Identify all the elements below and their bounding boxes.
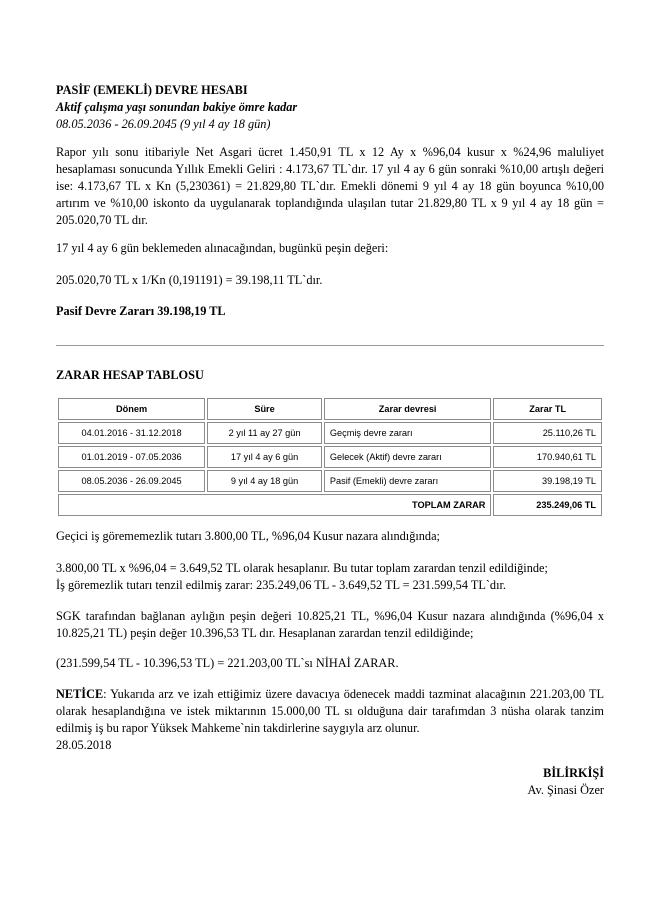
- present-value-intro: 17 yıl 4 ay 6 gün beklemeden alınacağından, bugünkü peşin değeri:: [56, 241, 389, 255]
- header-duration: Süre: [207, 398, 322, 420]
- deduction-paragraph: [56, 560, 604, 594]
- cell-amount: 39.198,19 TL: [493, 470, 602, 492]
- signature-block: [528, 765, 605, 799]
- sgk-paragraph: SGK tarafından bağlanan aylığın peşin değeri 10.825,21 TL, %96,04 Kusur nazara alındığında (%96,04 x 10.825,21 TL) peşin değer 10.396,53 TL dır. Hesaplanan zarardan tenzil edildiğinde;: [56, 609, 604, 640]
- header-loss-type: Zarar devresi: [324, 398, 491, 420]
- cell-amount: 170.940,61 TL: [493, 446, 602, 468]
- total-value: 235.249,06 TL: [493, 494, 602, 516]
- report-date: 28.05.2018: [56, 738, 112, 752]
- conclusion-paragraph: [56, 686, 604, 754]
- cell-loss-type: Gelecek (Aktif) devre zararı: [324, 446, 491, 468]
- section-date-range: 08.05.2036 - 26.09.2045 (9 yıl 4 ay 18 gün): [56, 117, 271, 131]
- total-label: TOPLAM ZARAR: [58, 494, 491, 516]
- loss-table: [56, 396, 604, 518]
- header-amount: Zarar TL: [493, 398, 602, 420]
- signature-name: Av. Şinasi Özer: [527, 783, 604, 797]
- table-row: [58, 422, 602, 444]
- signature-role: BİLİRKİŞİ: [543, 766, 604, 780]
- cell-amount: 25.110,26 TL: [493, 422, 602, 444]
- header-period: Dönem: [58, 398, 205, 420]
- conclusion-label: NETİCE: [56, 687, 104, 701]
- final-loss-text: (231.599,54 TL - 10.396,53 TL) = 221.203,00 TL`sı NİHAİ ZARAR.: [56, 656, 399, 670]
- deduction-line-2: İş göremezlik tutarı tenzil edilmiş zarar: 235.249,06 TL - 3.649,52 TL = 231.599,54 TL`dır.: [56, 578, 506, 592]
- calculation-paragraph: Rapor yılı sonu itibariyle Net Asgari ücret 1.450,91 TL x 12 Ay x %96,04 kusur x %24,96 maluliyet hesaplaması sonucunda Yıllık Emekli Geliri : 4.173,67 TL`dır. 17 yıl 4 ay 6 gün sonraki %10,00 artışlı değeri ise: 4.173,67 TL x Kn (5,230361) = 21.829,80 TL`dır. Emekli dönemi 9 yıl 4 ay 18 gün boyunca %10,00 artırım ve %10,00 iskonto da uygulanarak toplandığında ulaşılan tutar 21.829,80 TL x 9 yıl 4 ay 18 gün = 205.020,70 TL dır.: [56, 145, 604, 227]
- deduction-line-1: 3.800,00 TL x %96,04 = 3.649,52 TL olarak hesaplanır. Bu tutar toplam zarardan tenzil edildiğinde;: [56, 561, 548, 575]
- conclusion-text: : Yukarıda arz ve izah ettiğimiz üzere davacıya ödenecek maddi tazminat alacağının 221.203,00 TL olarak hesaplandığına ve istek miktarının 15.000,00 TL sı olduğuna dair tarafımdan 3 nüsha olarak tanzim edilmiş iş bu rapor Yüksek Mahkeme`nin takdirlerine saygıyla arz olunur.: [56, 687, 604, 735]
- table-row: [58, 446, 602, 468]
- cell-period: 01.01.2019 - 07.05.2036: [58, 446, 205, 468]
- cell-duration: 9 yıl 4 ay 18 gün: [207, 470, 322, 492]
- table-total-row: [58, 494, 602, 516]
- table-header-row: [58, 398, 602, 420]
- table-row: [58, 470, 602, 492]
- section-title: PASİF (EMEKLİ) DEVRE HESABI: [56, 83, 248, 97]
- passive-loss-total: Pasif Devre Zararı 39.198,19 TL: [56, 304, 226, 318]
- section-divider: [56, 345, 604, 346]
- cell-period: 08.05.2036 - 26.09.2045: [58, 470, 205, 492]
- cell-loss-type: Pasif (Emekli) devre zararı: [324, 470, 491, 492]
- cell-loss-type: Geçmiş devre zararı: [324, 422, 491, 444]
- conclusion-text-block: [56, 686, 604, 737]
- section-heading: [56, 82, 604, 133]
- section-subtitle: Aktif çalışma yaşı sonundan bakiye ömre kadar: [56, 100, 298, 114]
- cell-duration: 17 yıl 4 ay 6 gün: [207, 446, 322, 468]
- table-title: ZARAR HESAP TABLOSU: [56, 368, 204, 382]
- cell-period: 04.01.2016 - 31.12.2018: [58, 422, 205, 444]
- temporary-incapacity-text: Geçici iş görememezlik tutarı 3.800,00 TL, %96,04 Kusur nazara alındığında;: [56, 529, 440, 543]
- cell-duration: 2 yıl 11 ay 27 gün: [207, 422, 322, 444]
- present-value-formula: 205.020,70 TL x 1/Kn (0,191191) = 39.198,11 TL`dır.: [56, 273, 323, 287]
